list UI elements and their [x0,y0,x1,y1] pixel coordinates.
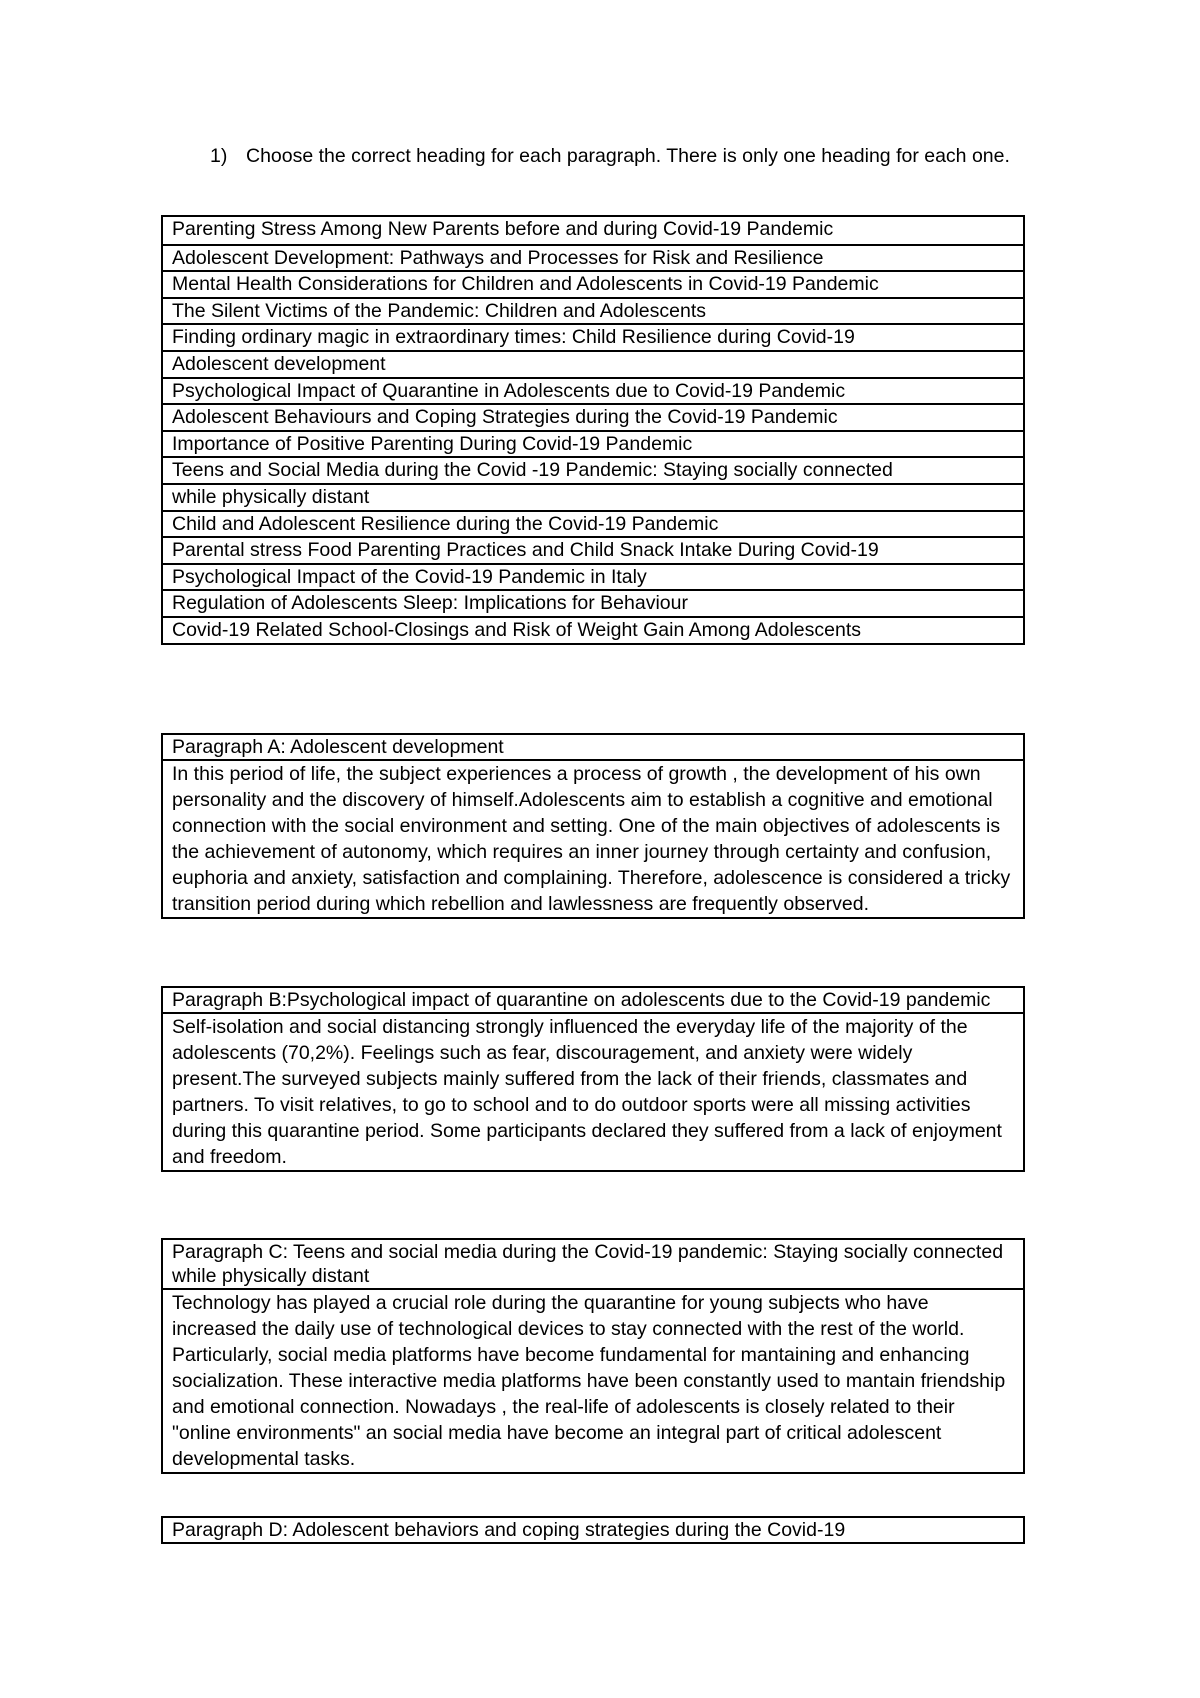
heading-row: Mental Health Considerations for Children and Adolescents in Covid-19 Pandemic [163,270,1023,297]
paragraph-b-heading: Paragraph B:Psychological impact of quarantine on adolescents due to the Covid-19 pandemic [172,989,991,1011]
heading-row: Regulation of Adolescents Sleep: Implications for Behaviour [163,589,1023,616]
heading-row: Psychological Impact of Quarantine in Adolescents due to Covid-19 Pandemic [163,377,1023,404]
heading-row: Importance of Positive Parenting During Covid-19 Pandemic [163,430,1023,457]
heading-row: Child and Adolescent Resilience during the Covid-19 Pandemic [163,510,1023,537]
instruction [210,143,1030,170]
paragraph-d-box [161,1516,1025,1544]
paragraph-b-box [161,986,1025,1172]
paragraph-a-heading: Paragraph A: Adolescent development [172,736,504,758]
heading-row: while physically distant [163,483,1023,510]
paragraph-c-box [161,1238,1025,1474]
heading-row: The Silent Victims of the Pandemic: Children and Adolescents [163,297,1023,324]
heading-row: Parenting Stress Among New Parents before and during Covid-19 Pandemic [172,218,834,240]
paragraph-b-body: Self-isolation and social distancing strongly influenced the everyday life of the majority of the adolescents (70,2%). Feelings such as fear, discouragement, and anxiety were widely present.The surveyed subjects mainly suffered from the lack of their friends, classmates and partners. To visit relatives, to go to school and to do outdoor sports were all missing activities during this quarantine period. Some participants declared they suffered from a lack of enjoyment and freedom. [163,1012,1023,1170]
paragraph-c-body: Technology has played a crucial role during the quarantine for young subjects who have increased the daily use of technological devices to stay connected with the rest of the world. Particularly, social media platforms have become fundamental for mantaining and enhancing socialization. These interactive media platforms have been constantly used to mantain friendship and emotional connection. Nowadays , the real-life of adolescents is closely related to their "online environments" an social media have become an integral part of critical adolescent developmental tasks. [163,1288,1023,1472]
headings-table [161,215,1025,645]
heading-row: Adolescent Development: Pathways and Processes for Risk and Resilience [163,244,1023,271]
heading-row: Teens and Social Media during the Covid -19 Pandemic: Staying socially connected [163,456,1023,483]
instruction-number: 1) [210,145,228,167]
heading-row: Parental stress Food Parenting Practices and Child Snack Intake During Covid-19 [163,536,1023,563]
heading-row: Psychological Impact of the Covid-19 Pandemic in Italy [163,563,1023,590]
heading-row: Finding ordinary magic in extraordinary times: Child Resilience during Covid-19 [163,323,1023,350]
paragraph-d-heading: Paragraph D: Adolescent behaviors and coping strategies during the Covid-19 [172,1519,846,1541]
paragraph-a-box [161,733,1025,919]
paragraph-c-heading: Paragraph C: Teens and social media during the Covid-19 pandemic: Staying socially connected while physically distant [172,1241,1004,1287]
heading-row: Adolescent Behaviours and Coping Strategies during the Covid-19 Pandemic [163,403,1023,430]
paragraph-a-body: In this period of life, the subject experiences a process of growth , the development of his own personality and the discovery of himself.Adolescents aim to establish a cognitive and emotional connection with the social environment and setting. One of the main objectives of adolescents is the achievement of autonomy, which requires an inner journey through certainty and confusion, euphoria and anxiety, satisfaction and complaining. Therefore, adolescence is considered a tricky transition period during which rebellion and lawlessness are frequently observed. [163,759,1023,917]
instruction-text: Choose the correct heading for each paragraph. There is only one heading for each one. [246,145,1010,167]
heading-row: Adolescent development [163,350,1023,377]
heading-row: Covid-19 Related School-Closings and Risk of Weight Gain Among Adolescents [163,616,1023,643]
